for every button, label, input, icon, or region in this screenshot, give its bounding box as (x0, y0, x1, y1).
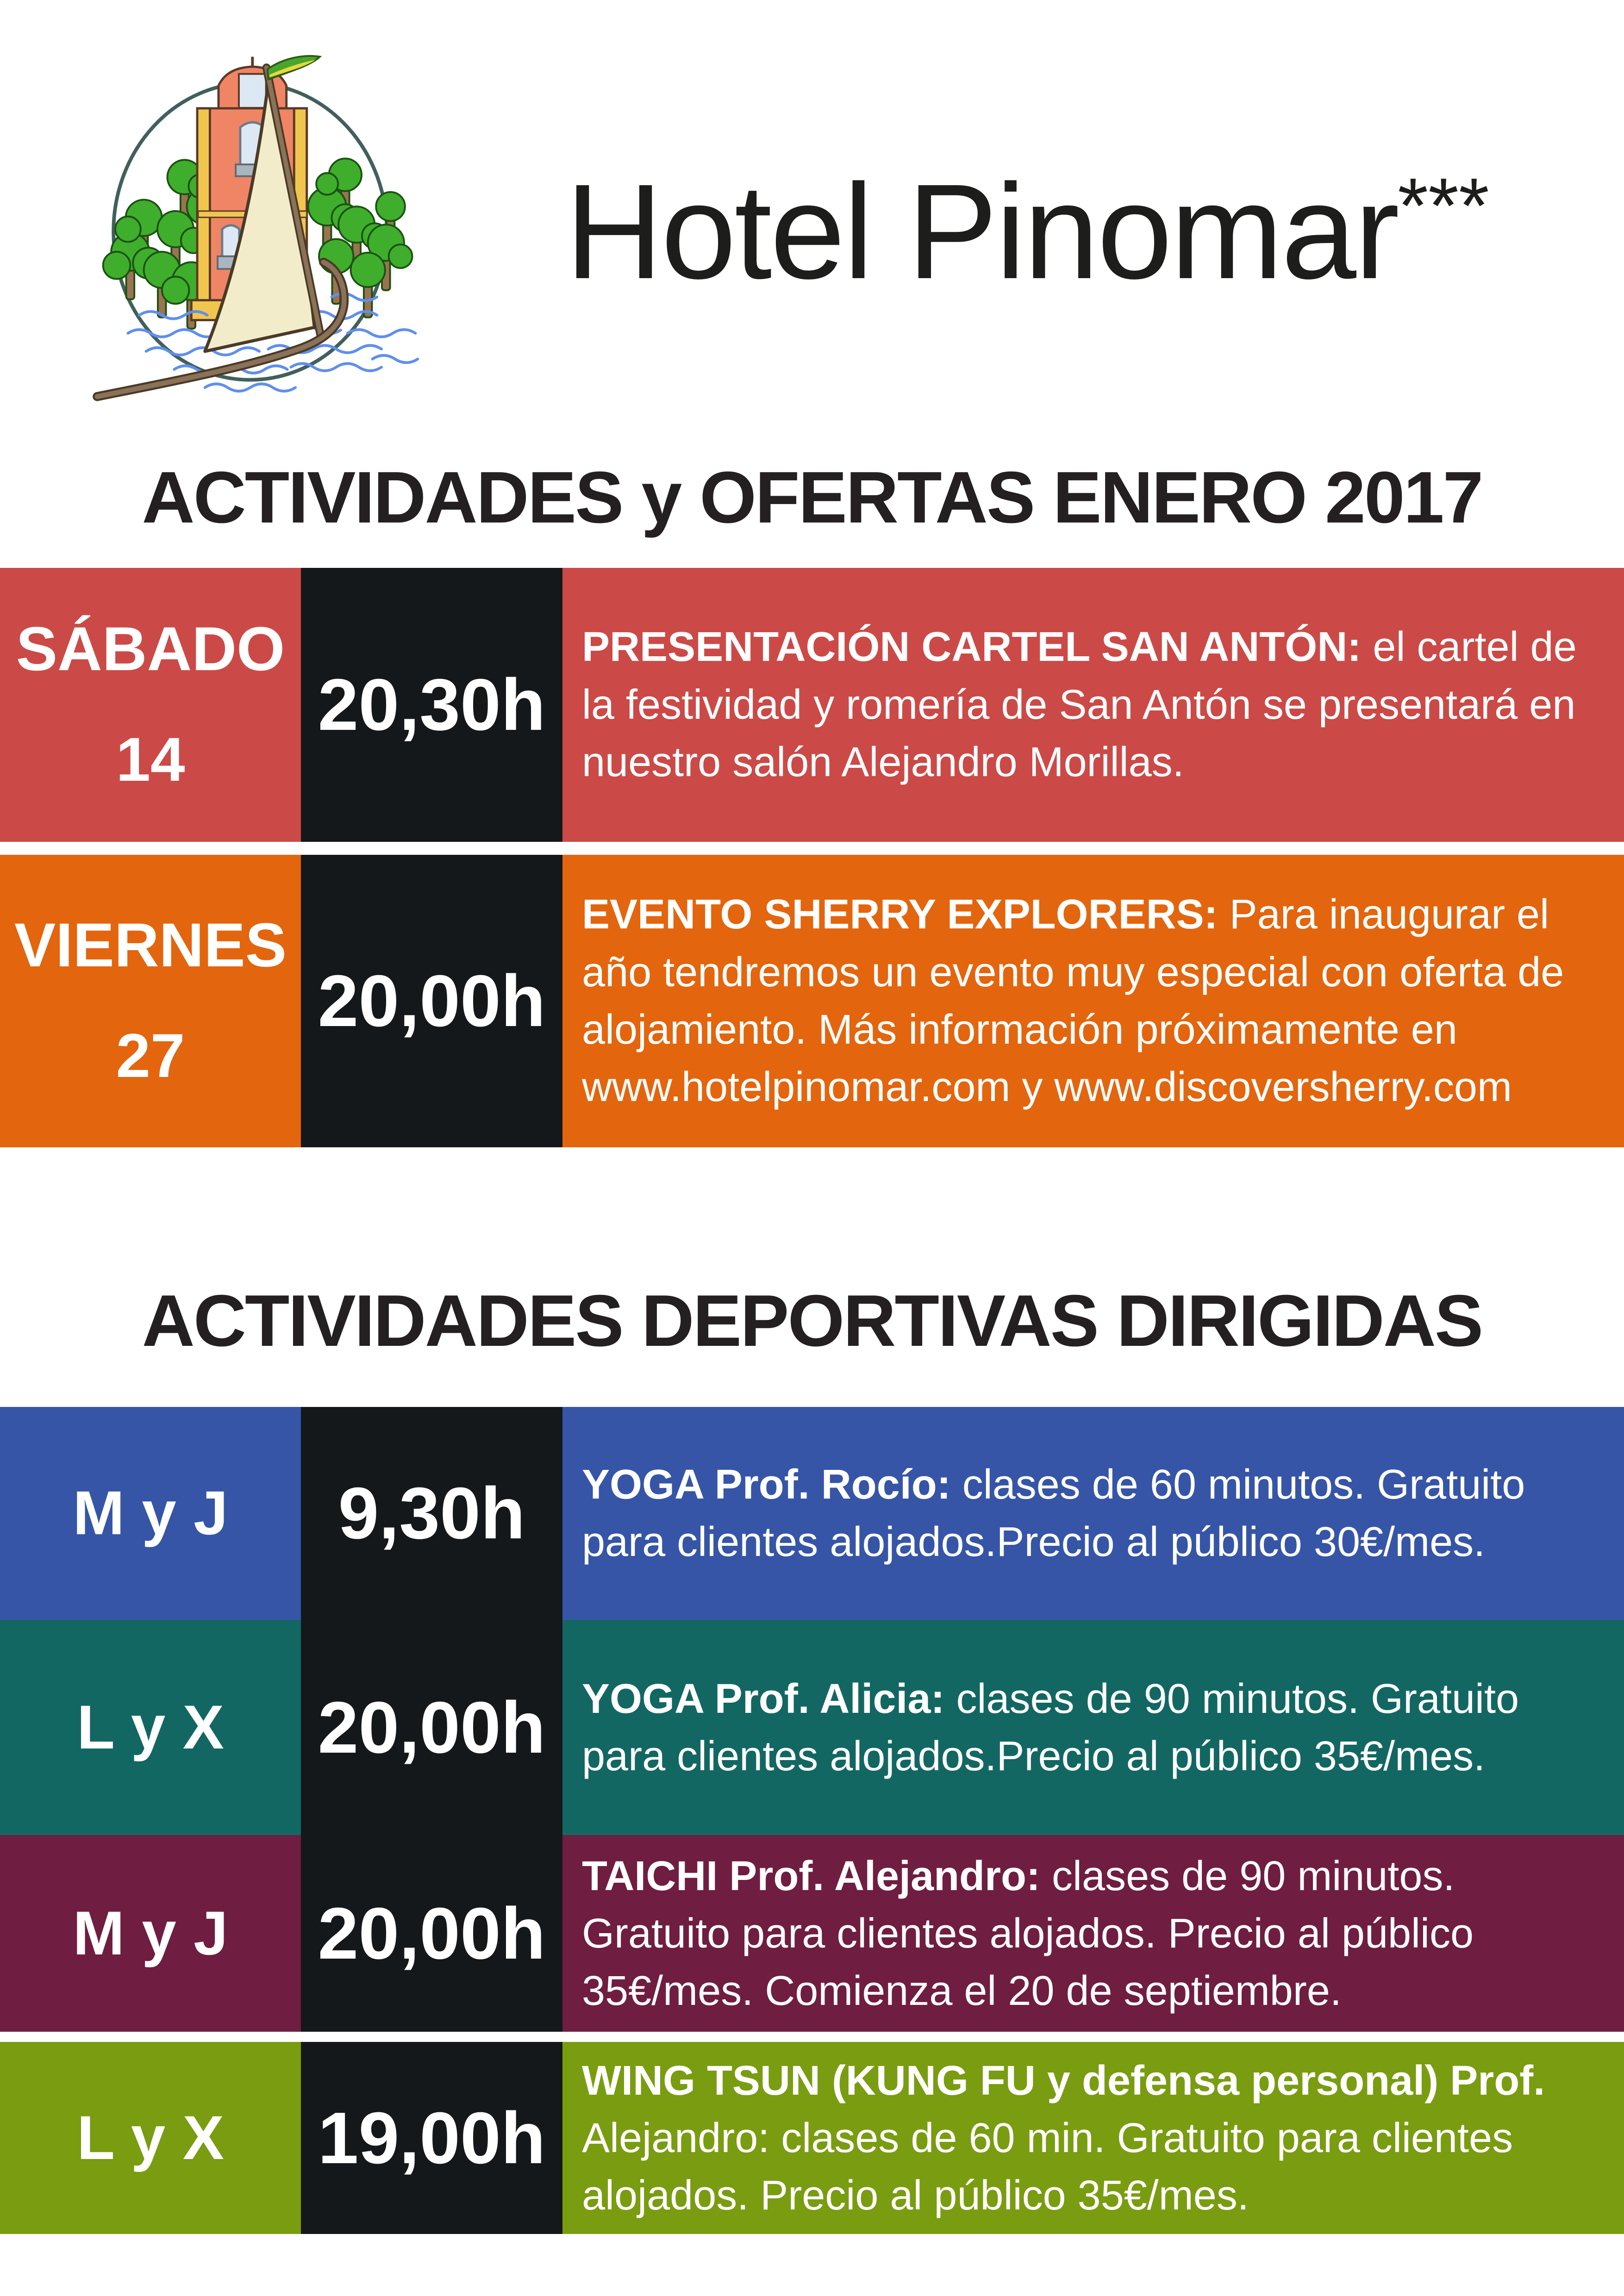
activity-text: clases de 90 minutos. Gratuito para clientes alojados. Precio al público 35€/mes. Comienza el 20 de septiembre. (582, 1853, 1474, 2014)
activity-description (562, 1620, 1624, 1835)
activity-title: YOGA Prof. Rocío: (582, 1462, 951, 1508)
section-title-deportivas: ACTIVIDADES DEPORTIVAS DIRIGIDAS (142, 1280, 1482, 1362)
activity-text: Alejandro: clases de 60 min. Gratuito para clientes alojados. Precio al público 35€/mes. (582, 2115, 1513, 2219)
sport-row-yoga-alicia (0, 1620, 1624, 1835)
event-title: PRESENTACIÓN CARTEL SAN ANTÓN: (582, 624, 1362, 671)
day-name: L y X (77, 2103, 224, 2172)
sport-row-yoga-rocio (0, 1407, 1624, 1620)
time-value: 20,30h (318, 664, 546, 746)
logo-flag (268, 56, 320, 80)
time-cell (301, 568, 562, 842)
event-row-sabado-14 (0, 568, 1624, 842)
activity-text: clases de 90 minutos. Gratuito para clientes alojados.Precio al público 35€/mes. (582, 1675, 1519, 1780)
event-row-viernes-27 (0, 855, 1624, 1147)
day-cell (0, 1407, 301, 1620)
event-text: Para inaugurar el año tendremos un evento muy especial con oferta de alojamiento. Más información próximamente en www.hotelpinomar.com y www.discoversherry.com (582, 891, 1564, 1110)
brand-name (481, 156, 1573, 307)
time-value: 20,00h (318, 1892, 546, 1974)
activity-description (562, 2042, 1624, 2234)
hotel-pinomar-logo (56, 49, 463, 414)
brand-text: Hotel Pinomar (565, 156, 1398, 307)
sailboat-hacienda-logo-icon (56, 49, 463, 414)
day-name: L y X (77, 1692, 224, 1762)
day-name: VIERNES (14, 911, 287, 980)
time-value: 20,00h (318, 960, 546, 1042)
day-cell (0, 2042, 301, 2234)
day-name: SÁBADO (16, 615, 285, 684)
day-cell (0, 855, 301, 1147)
time-cell (301, 1620, 562, 1835)
day-name: M y J (73, 1898, 228, 1968)
time-cell (301, 1835, 562, 2032)
day-name: M y J (73, 1479, 228, 1548)
activity-title: YOGA Prof. Alicia: (582, 1675, 945, 1722)
activity-description (562, 1835, 1624, 2032)
sport-row-wing-tsun (0, 2042, 1624, 2234)
day-cell (0, 568, 301, 842)
time-value: 20,00h (318, 1686, 546, 1768)
event-text: el cartel de la festividad y romería de San Antón se presentará en nuestro salón Alejandro Morillas. (582, 624, 1577, 785)
day-number: 27 (116, 1021, 185, 1091)
row-separator (0, 2032, 1624, 2042)
time-value: 19,00h (318, 2097, 546, 2179)
time-value: 9,30h (338, 1473, 525, 1555)
day-cell (0, 1620, 301, 1835)
row-separator (0, 842, 1624, 855)
time-cell (301, 1407, 562, 1620)
activity-description (562, 1407, 1624, 1620)
activity-text: clases de 60 minutos. Gratuito para clientes alojados.Precio al público 30€/mes. (582, 1462, 1525, 1566)
section-title-ofertas: ACTIVIDADES y OFERTAS ENERO 2017 (142, 457, 1482, 538)
event-title: EVENTO SHERRY EXPLORERS: (582, 891, 1218, 938)
sport-row-taichi (0, 1835, 1624, 2032)
header (0, 0, 1624, 430)
day-number: 14 (116, 725, 185, 795)
time-cell (301, 2042, 562, 2234)
event-description (562, 568, 1624, 842)
activity-title: TAICHI Prof. Alejandro: (582, 1853, 1040, 1899)
time-cell (301, 855, 562, 1147)
activity-title: WING TSUN (KUNG FU y defensa personal) Prof. (582, 2057, 1545, 2104)
brand-stars: *** (1398, 162, 1489, 249)
day-cell (0, 1835, 301, 2032)
event-description (562, 855, 1624, 1147)
